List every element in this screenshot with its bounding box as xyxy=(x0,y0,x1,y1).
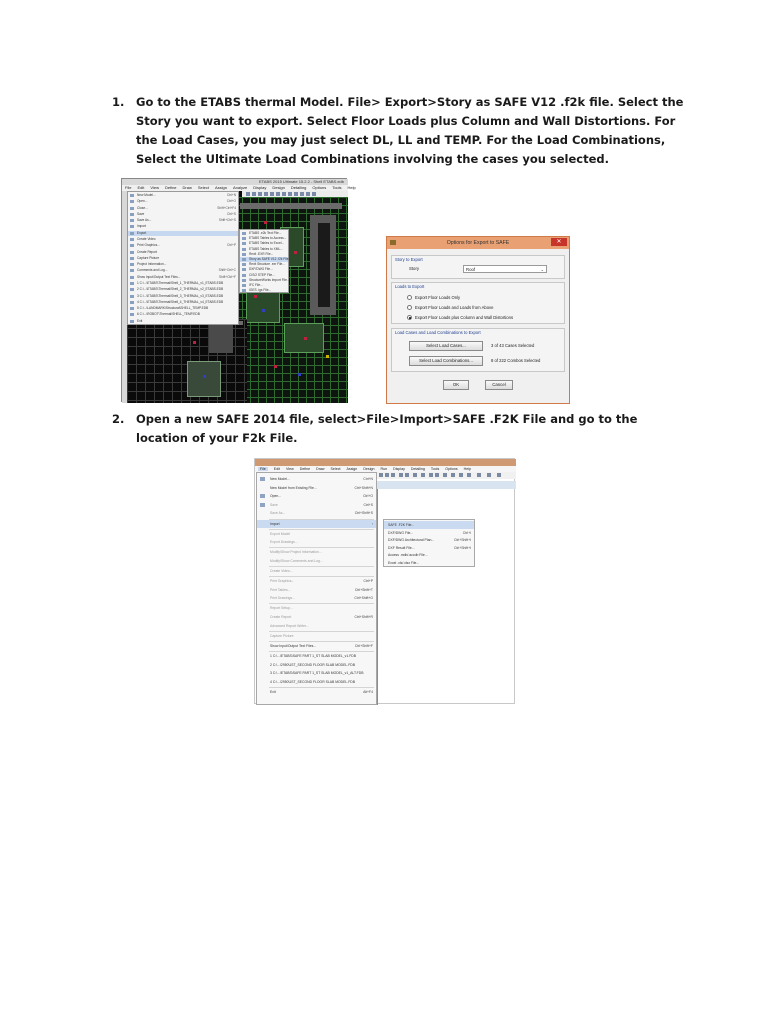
file-menu-item-create-video[interactable] xyxy=(257,567,376,575)
file-menu-item-3-c-etabs-safe-part-1-st-slab-model-v1-a[interactable] xyxy=(257,669,376,677)
etabs-file-menu xyxy=(127,191,239,325)
print-graphics-icon xyxy=(130,244,134,247)
cases-group-title: Load Cases and Load Combinations to Export xyxy=(395,330,481,335)
create-report-icon xyxy=(130,251,134,254)
divider xyxy=(377,489,378,705)
menu-item-shortcut: Ctrl+S xyxy=(227,211,236,216)
2-c-2950-1st-second-floor-slab-model-fdb-icon xyxy=(260,663,265,667)
pan-icon[interactable] xyxy=(443,473,447,477)
menu-item-label: Create Video xyxy=(137,237,156,241)
menu-help[interactable]: Help xyxy=(347,185,356,190)
file-menu-item-import[interactable] xyxy=(128,224,238,229)
file-menu-item-new-model[interactable] xyxy=(128,193,238,198)
menu-item-label: Modify/Show Comments and Log... xyxy=(270,558,323,563)
menu-item-label: Open... xyxy=(137,199,148,204)
modify-show-comments-and-log-icon xyxy=(260,559,265,563)
menu-item-label: Print Graphics... xyxy=(137,243,160,248)
menu-item-label: Report Setup... xyxy=(270,606,293,611)
print-graphics-icon xyxy=(260,579,265,583)
6-c-robot-thermal-shell-temp-edb-icon xyxy=(130,313,134,316)
menu-item-label: ETABS .e2k Text File... xyxy=(249,231,282,235)
file-menu-item-project-information[interactable] xyxy=(128,262,238,267)
menu-item-label: Create Video... xyxy=(270,569,293,573)
menu-item-label: Revit Structure .exr File... xyxy=(249,262,285,267)
file-menu-item-show-input-output-text-files[interactable] xyxy=(128,275,238,280)
etabs-tables-to-excel-icon xyxy=(242,242,246,245)
lock-icon[interactable] xyxy=(282,192,286,196)
5-c-landmark-structural-shell-temp-edb-icon xyxy=(130,307,134,310)
menu-item-label: Export Model xyxy=(270,531,290,536)
menu-view[interactable]: View xyxy=(286,467,294,471)
export-model-icon xyxy=(260,532,265,536)
menu-item-shortcut: Ctrl+P xyxy=(227,243,236,248)
file-menu-item-1-c-etabs-thermal-shell-1-thermal-v1-eta[interactable] xyxy=(128,281,238,286)
safe-title-bar xyxy=(255,459,516,466)
run-icon[interactable] xyxy=(288,192,292,196)
menu-item-label: Import xyxy=(270,521,280,526)
4-c-2950-1st-second-floor-slab-model-fdb-icon xyxy=(260,680,265,684)
elevation-icon[interactable] xyxy=(467,473,471,477)
menu-define[interactable]: Define xyxy=(164,185,177,190)
etabs-lower-plan xyxy=(127,319,247,403)
menu-item-label: ETABS Tables to XML... xyxy=(249,246,283,251)
menu-item-shortcut: Shift+Ctrl+F xyxy=(218,274,236,279)
file-menu-item-1-c-etabs-safe-part-1-st-slab-model-v1-f[interactable] xyxy=(257,652,376,660)
menu-item-shortcut: Shift+Ctrl+F4 xyxy=(217,205,236,210)
create-report-icon xyxy=(260,615,265,619)
menu-item-shortcut: Ctrl+N xyxy=(363,477,373,481)
etabs-tables-to-access-icon xyxy=(242,237,246,240)
menu-item-label: CIS/2 STEP File... xyxy=(249,272,275,277)
file-menu-item-4-c-2950-1st-second-floor-slab-model-fdb[interactable] xyxy=(257,678,376,686)
etabs-export-submenu xyxy=(239,229,292,293)
menu-item-label: 5 C:\...\LANDMARK\Structural\SHELL_TEMP.EDB xyxy=(137,306,209,311)
menu-item-label: Export Drawings... xyxy=(270,540,298,545)
import-icon xyxy=(130,225,134,228)
menu-item-label: New Model... xyxy=(137,193,156,197)
menu-tools[interactable]: Tools xyxy=(430,467,440,471)
menu-item-label: Print Tables... xyxy=(270,587,291,592)
new-model-icon xyxy=(260,477,265,481)
file-menu-item-comments-and-log[interactable] xyxy=(128,268,238,273)
menu-item-label: 1 C:\...\ETABS\SAFE PART 1_ST SLAB MODEL_v1.FDB xyxy=(270,653,356,658)
redo-icon[interactable] xyxy=(405,473,409,477)
menu-display[interactable]: Display xyxy=(393,467,405,471)
menu-item-shortcut: Ctrl+Shift+G xyxy=(354,596,373,601)
menu-item-label: Comments and Log... xyxy=(137,268,168,273)
menu-view[interactable]: View xyxy=(150,185,159,190)
menu-help[interactable]: Help xyxy=(463,467,472,471)
menu-define[interactable]: Define xyxy=(299,467,311,471)
cis-2-step-file-icon xyxy=(242,274,246,277)
safe-window-strip xyxy=(377,481,516,489)
menu-item-label: Open... xyxy=(270,494,282,499)
open-icon[interactable] xyxy=(252,192,256,196)
plan-view-icon[interactable] xyxy=(312,192,316,196)
dxf-dwg-file-icon xyxy=(242,268,246,271)
menu-item-shortcut: Ctrl+Shift+I xyxy=(454,545,471,550)
dialog-title-bar xyxy=(387,237,569,249)
menu-item-label: DXF Result File... xyxy=(388,545,415,550)
safe-screenshot xyxy=(254,458,515,704)
file-menu-item-2-c-etabs-thermal-shell-2-thermal-v2-eta[interactable] xyxy=(128,287,238,292)
step-text: Go to the ETABS thermal Model. File> Export>Story as SAFE V12 .f2k file. Select the Story you want to export. Select Floor Loads plus Column and Wall Distortions. For the Load Cases, you may just select DL, LL and TEMP. For the Load Combinations, Select the Ultimate Load Combinations involving the cases you selected. xyxy=(136,95,684,166)
menu-select[interactable]: Select xyxy=(197,185,209,190)
export-drawings-icon xyxy=(260,540,265,544)
undo-icon[interactable] xyxy=(399,473,403,477)
menu-item-shortcut: Shift+Ctrl+C xyxy=(218,268,236,273)
menu-item-label: ETABS Tables to Access... xyxy=(249,236,287,241)
etabs-e2k-text-file-icon xyxy=(242,232,246,235)
menu-item-label: Project Information... xyxy=(137,262,167,267)
file-menu-item-6-c-robot-thermal-shell-temp-edb[interactable] xyxy=(128,312,238,317)
option-label: Export Floor Loads plus Column and Wall Distortions xyxy=(415,315,514,320)
close-button[interactable]: ✕ xyxy=(551,238,567,246)
print-tables-icon xyxy=(260,588,265,592)
menu-item-label: Capture Picture xyxy=(137,255,160,260)
cases-selected-info: 3 of 43 Cases Selected xyxy=(491,343,535,348)
menu-item-shortcut: Alt+F4 xyxy=(363,689,373,694)
file-menu-item-show-input-output-text-files[interactable] xyxy=(257,642,376,650)
file-menu-item-export-model[interactable] xyxy=(257,530,376,538)
menu-file[interactable]: File xyxy=(125,185,132,190)
capture-picture-icon xyxy=(130,257,134,260)
file-menu-item-modify-show-project-information[interactable] xyxy=(257,548,376,556)
safe-toolbar xyxy=(367,472,516,479)
menu-item-label: Save As... xyxy=(137,218,152,223)
pan-icon[interactable] xyxy=(300,192,304,196)
menu-item-label: Exit xyxy=(270,689,276,694)
file-menu-item-print-graphics[interactable] xyxy=(257,577,376,585)
open-icon xyxy=(130,200,134,203)
undo-icon[interactable] xyxy=(264,192,268,196)
menu-assign[interactable]: Assign xyxy=(346,467,358,471)
menu-item-shortcut: Ctrl+P xyxy=(363,579,373,584)
etabs-title: ETABS 2015 Ultimate 15.2.2 - Shell ETABS.edb xyxy=(258,179,344,184)
capture-picture-icon xyxy=(260,634,265,638)
menu-detailing[interactable]: Detailing xyxy=(410,467,425,471)
chevron-right-icon: › xyxy=(371,521,373,526)
menu-tools[interactable]: Tools xyxy=(332,185,342,190)
snap-icon[interactable] xyxy=(487,473,491,477)
file-menu-item-report-setup[interactable] xyxy=(257,604,376,612)
3-c-etabs-thermal-shell-3-thermal-v3-eta-icon xyxy=(130,295,134,298)
select-load-cases-button[interactable]: Select Load Cases... xyxy=(409,341,483,351)
advanced-report-writer-icon xyxy=(260,624,265,628)
file-menu-item-save-as[interactable] xyxy=(257,509,376,517)
step-number: 2. xyxy=(112,412,125,426)
radio-floor-loads-only[interactable] xyxy=(407,295,412,300)
menu-item-label: Advanced Report Writer... xyxy=(270,623,309,628)
menu-item-shortcut: Ctrl+S xyxy=(363,502,373,507)
export-icon xyxy=(130,232,134,235)
options-icon[interactable] xyxy=(497,473,501,477)
menu-item-label: New Model... xyxy=(270,477,290,481)
menu-design[interactable]: Design xyxy=(363,467,375,471)
menu-options[interactable]: Options xyxy=(312,185,327,190)
menu-item-shortcut: Ctrl+Shift+I xyxy=(454,538,471,543)
menu-item-shortcut: Ctrl+Shift+T xyxy=(354,587,373,592)
menu-edit[interactable]: Edit xyxy=(273,467,280,471)
2-c-etabs-thermal-shell-2-thermal-v2-eta-icon xyxy=(130,288,134,291)
file-menu-item-save[interactable] xyxy=(257,501,376,509)
file-menu-item-close[interactable] xyxy=(128,206,238,211)
menu-run[interactable]: Run xyxy=(380,467,388,471)
menu-item-label: Story as SAFE V12 .f2k File... xyxy=(249,257,292,261)
menu-item-label: IFC File... xyxy=(249,283,263,287)
menu-item-label: Create Report xyxy=(270,615,292,619)
etabs-tables-to-xml-icon xyxy=(242,248,246,251)
redo-icon[interactable] xyxy=(270,192,274,196)
menu-item-label: Close... xyxy=(137,205,148,210)
1-c-etabs-safe-part-1-st-slab-model-v1-f-icon xyxy=(260,654,265,658)
file-menu-item-exit[interactable] xyxy=(257,688,376,696)
file-menu-item-open[interactable] xyxy=(257,492,376,500)
radio-floor-loads-and-above[interactable] xyxy=(407,305,412,310)
menu-item-label: Create Report xyxy=(137,249,158,254)
step-number: 1. xyxy=(112,95,125,109)
menu-item-label: New Model from Existing File... xyxy=(270,485,317,490)
cancel-button[interactable]: Cancel xyxy=(485,380,513,390)
menu-item-label: Modify/Show Project Information... xyxy=(270,550,322,555)
create-video-icon xyxy=(130,238,134,241)
menu-assign[interactable]: Assign xyxy=(215,185,228,190)
file-menu-item-print-tables[interactable] xyxy=(257,586,376,594)
menu-item-label: 1 C:\...\ETABS\Thermal\Shell_1_THERMAL_v1_ETABS.EDB xyxy=(137,281,224,285)
zoom-out-icon[interactable] xyxy=(435,473,439,477)
lock-icon[interactable] xyxy=(413,473,417,477)
menu-item-shortcut: Ctrl+Shift+F xyxy=(354,643,373,648)
story-as-safe-v12-f2k-file-icon xyxy=(242,258,246,261)
revit-exr-file-icon xyxy=(242,253,246,256)
open-icon[interactable] xyxy=(385,473,389,477)
file-menu-item-export[interactable] xyxy=(128,231,238,236)
combos-selected-info: 8 of 222 Combos Selected xyxy=(491,358,541,363)
revit-structure-exr-file-icon xyxy=(242,263,246,266)
save-icon xyxy=(130,213,134,216)
file-menu-item-print-drawings[interactable] xyxy=(257,594,376,602)
menu-item-label: 3 C:\...\ETABS\SAFE PART 1_ST SLAB MODEL_v1_ALT.FDB xyxy=(270,671,364,676)
file-menu-item-exit[interactable] xyxy=(128,319,238,324)
menu-item-shortcut: Shift+Ctrl+S xyxy=(218,218,236,223)
file-menu-item-save[interactable] xyxy=(128,212,238,217)
menu-display[interactable]: Display xyxy=(253,185,267,190)
step-2 xyxy=(112,410,692,450)
menu-design[interactable]: Design xyxy=(272,185,285,190)
menu-item-shortcut: Ctrl+N xyxy=(226,193,236,197)
menu-draw[interactable]: Draw xyxy=(316,467,325,471)
menu-item-shortcut: Ctrl+O xyxy=(363,494,373,499)
file-menu-item-4-c-etabs-thermal-shell-4-thermal-v4-eta[interactable] xyxy=(128,300,238,305)
new-model-from-existing-file-icon xyxy=(260,486,265,490)
zoom-in-icon[interactable] xyxy=(429,473,433,477)
option-label: Export Floor Loads and Loads from Above xyxy=(415,305,494,310)
save-icon xyxy=(260,503,265,507)
menu-item-label: StructureWorks Import File... xyxy=(249,277,290,282)
import-menu-item-excel-xls-xlsx-file[interactable] xyxy=(384,559,474,567)
menu-item-label: DXF/DWG File... xyxy=(388,530,414,535)
menu-item-shortcut: Ctrl+I xyxy=(462,530,471,535)
menu-detailing[interactable]: Detailing xyxy=(290,185,307,190)
file-menu-item-create-report[interactable] xyxy=(257,613,376,621)
1-c-etabs-thermal-shell-1-thermal-v1-eta-icon xyxy=(130,282,134,285)
file-menu-item-2-c-2950-1st-second-floor-slab-model-fdb[interactable] xyxy=(257,661,376,669)
save-as-icon xyxy=(130,219,134,222)
modify-show-project-information-icon xyxy=(260,550,265,554)
4-c-etabs-thermal-shell-4-thermal-v4-eta-icon xyxy=(130,301,134,304)
file-menu-item-capture-picture[interactable] xyxy=(257,632,376,640)
menu-item-label: 3 C:\...\ETABS\Thermal\Shell_3_THERMAL_v3_ETABS.EDB xyxy=(137,293,224,298)
menu-select[interactable]: Select xyxy=(330,467,341,471)
select-load-combinations-button[interactable]: Select Load Combinations... xyxy=(409,356,483,366)
save-as-icon xyxy=(260,511,265,515)
file-menu-item-3-c-etabs-thermal-shell-3-thermal-v3-eta[interactable] xyxy=(128,294,238,299)
file-menu-item-5-c-landmark-structural-shell-temp-edb[interactable] xyxy=(128,306,238,311)
file-menu-item-advanced-report-writer[interactable] xyxy=(257,622,376,630)
print-drawings-icon xyxy=(260,596,265,600)
menu-item-label: Show Input/Output Text Files... xyxy=(137,274,181,279)
option-label: Export Floor Loads Only xyxy=(415,295,461,300)
menu-analyze[interactable]: Analyze xyxy=(233,185,248,190)
file-menu-item-export-drawings[interactable] xyxy=(257,538,376,546)
show-input-output-text-files-icon xyxy=(130,276,134,279)
safe-file-menu xyxy=(256,472,377,705)
file-menu-item-open[interactable] xyxy=(128,199,238,204)
menu-item-label: Revit .EXR File... xyxy=(249,251,274,256)
close-icon xyxy=(130,207,134,210)
menu-item-label: Exit xyxy=(137,318,143,323)
3d-view-icon[interactable] xyxy=(451,473,455,477)
new-icon[interactable] xyxy=(379,473,383,477)
file-menu-item-modify-show-comments-and-log[interactable] xyxy=(257,557,376,565)
menu-item-label: 4 C:\...\2950\1ST_SECOND FLOOR SLAB MODEL.FDB xyxy=(270,679,355,684)
structureworks-import-file-icon xyxy=(242,279,246,282)
menu-item-label: Capture Picture xyxy=(270,633,294,638)
menu-item-label: 4 C:\...\ETABS\Thermal\Shell_4_THERMAL_v4_ETABS.EDB xyxy=(137,299,224,304)
etabs-screenshot xyxy=(121,178,356,402)
menu-item-label: IGES .igs File... xyxy=(249,288,272,293)
ok-button[interactable]: OK xyxy=(443,380,469,390)
radio-floor-loads-plus-distortions[interactable] xyxy=(407,315,412,320)
safe-import-submenu xyxy=(383,519,475,567)
menu-file[interactable]: File xyxy=(260,467,266,471)
refresh-icon[interactable] xyxy=(276,192,280,196)
file-menu-item-create-report[interactable] xyxy=(128,250,238,255)
export-menu-item-iges-igs-file[interactable] xyxy=(240,288,288,293)
file-menu-item-print-graphics[interactable] xyxy=(128,243,238,248)
file-menu-item-capture-picture[interactable] xyxy=(128,256,238,261)
menu-item-label: Save As... xyxy=(270,511,286,516)
menu-item-shortcut: Ctrl+O xyxy=(226,199,236,204)
open-icon xyxy=(260,494,265,498)
ifc-file-icon xyxy=(242,284,246,287)
menu-item-label: DXF/DWG Architectural Plan... xyxy=(388,538,435,543)
show-input-output-text-files-icon xyxy=(260,644,265,648)
save-icon[interactable] xyxy=(391,473,395,477)
comments-and-log-icon xyxy=(130,269,134,272)
zoom-icon[interactable] xyxy=(294,192,298,196)
file-menu-item-new-model-from-existing-file[interactable] xyxy=(257,484,376,492)
story-label: Story xyxy=(409,266,420,271)
menu-item-label: Save xyxy=(270,502,278,507)
iges-igs-file-icon xyxy=(242,289,246,292)
file-menu-item-import[interactable] xyxy=(257,520,376,528)
menu-item-label: Export xyxy=(137,230,147,235)
project-information-icon xyxy=(130,263,134,266)
step-text: Open a new SAFE 2014 file, select>File>Import>SAFE .F2K File and go to the location of your F2k File. xyxy=(136,412,638,445)
menu-item-label: ETABS Tables to Excel... xyxy=(249,241,285,246)
menu-item-shortcut: Ctrl+Shift+R xyxy=(354,615,373,619)
chevron-down-icon: ⌄ xyxy=(540,267,544,272)
exit-icon xyxy=(130,320,134,323)
menu-item-label: SAFE .F2K File... xyxy=(388,523,415,527)
menu-item-label: Print Graphics... xyxy=(270,579,295,584)
file-menu-item-save-as[interactable] xyxy=(128,218,238,223)
story-select[interactable] xyxy=(463,265,547,273)
dialog-title: Options for Export to SAFE xyxy=(446,240,510,246)
step-1 xyxy=(112,93,692,173)
create-video-icon xyxy=(260,569,265,573)
plan-view-icon[interactable] xyxy=(459,473,463,477)
new-model-icon xyxy=(130,194,134,197)
file-menu-item-create-video[interactable] xyxy=(128,237,238,242)
run-icon[interactable] xyxy=(421,473,425,477)
menu-item-label: 6 C:\...\ROBOT\Thermal\SHELL_TEMP.EDB xyxy=(137,312,200,317)
loads-group-title: Loads to Export xyxy=(395,284,425,289)
menu-draw[interactable]: Draw xyxy=(182,185,192,190)
export-to-safe-dialog xyxy=(386,236,570,404)
menu-item-label: Import xyxy=(137,224,147,229)
story-group-title: Story to Export xyxy=(395,257,423,262)
3-c-etabs-safe-part-1-st-slab-model-v1-a-icon xyxy=(260,671,265,675)
save-icon[interactable] xyxy=(258,192,262,196)
file-menu-item-new-model[interactable] xyxy=(257,475,376,483)
3d-view-icon[interactable] xyxy=(306,192,310,196)
menu-item-label: Show Input/Output Text Files... xyxy=(270,643,317,648)
story-select-value: Roof xyxy=(466,267,476,272)
new-icon[interactable] xyxy=(246,192,250,196)
menu-item-shortcut: Ctrl+Shift+N xyxy=(354,485,373,490)
exit-icon xyxy=(260,690,265,694)
menu-item-label: Save xyxy=(137,211,145,216)
import-icon xyxy=(260,522,265,526)
menu-options[interactable]: Options xyxy=(445,467,458,471)
menu-item-label: Excel .xls/.xlsx File... xyxy=(388,561,420,565)
menu-item-label: 2 C:\...\2950\1ST_SECOND FLOOR SLAB MODEL.FDB xyxy=(270,662,355,667)
menu-edit[interactable]: Edit xyxy=(137,185,145,190)
rotate-icon[interactable] xyxy=(477,473,481,477)
menu-item-shortcut: Ctrl+Shift+S xyxy=(354,511,373,516)
report-setup-icon xyxy=(260,606,265,610)
menu-item-label: Access .mdb/.accdb File... xyxy=(388,553,428,558)
menu-item-label: Print Drawings... xyxy=(270,596,295,601)
etabs-floor-plan xyxy=(234,197,348,403)
menu-item-label: DXF/DWG File... xyxy=(249,267,273,272)
menu-item-label: 2 C:\...\ETABS\Thermal\Shell_2_THERMAL_v2_ETABS.EDB xyxy=(137,287,224,292)
